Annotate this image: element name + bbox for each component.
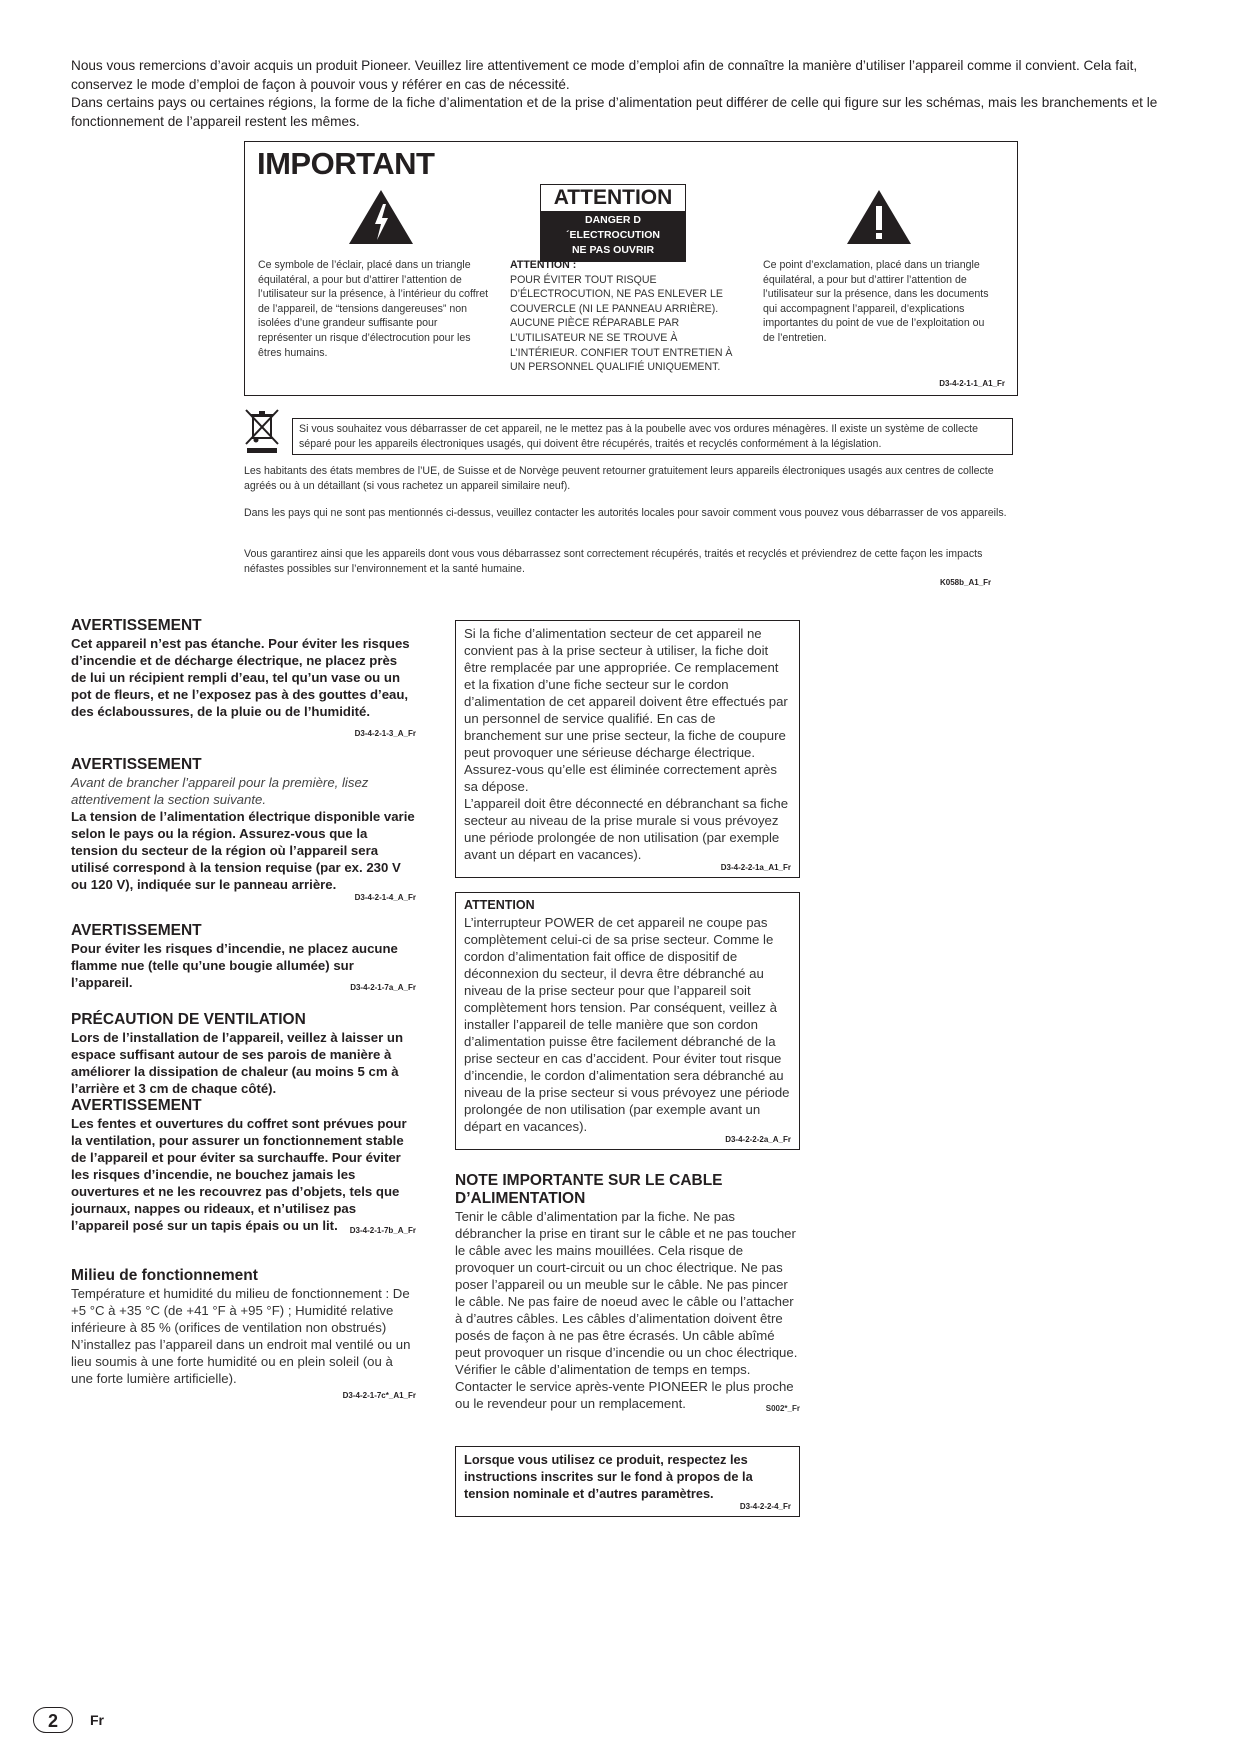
- section-title: AVERTISSEMENT: [71, 617, 202, 634]
- section-title: PRÉCAUTION DE VENTILATION: [71, 1011, 306, 1028]
- power-cable-section: [455, 1172, 800, 1417]
- exclamation-explanation-text: Ce point d’exclamation, placé dans un triangle équilatéral, a pour but d’attirer l’attention de l’utilisateur sur la présence, dans les documents qui accompagnent l’appareil, d’explications importantes du point de vue de l’exploitation ou de l’entretien.: [763, 259, 989, 344]
- attention-line-1: DANGER D´ELECTROCUTION: [566, 214, 660, 241]
- section-body: Lors de l’installation de l’appareil, veillez à laisser un espace suffisant autour de ses parois de manière à améliorer la dissipation de chaleur (au moins 5 cm à l’arrière et 3 cm de chaque côté).: [71, 1030, 403, 1096]
- section-title: Milieu de fonctionnement: [71, 1267, 258, 1284]
- warning-flame-section: [71, 922, 416, 996]
- section-ref: D3-4-2-1-7a_A_Fr: [350, 983, 416, 992]
- intro-text: [71, 57, 1181, 131]
- warning-water-section: [71, 617, 416, 742]
- lightning-explanation: [258, 258, 492, 360]
- page-number: 2: [33, 1707, 73, 1733]
- section-body: N’installez pas l’appareil dans un endroit mal ventilé ou un lieu soumis à une forte humidité ou en plein soleil (ou à une forte lumière artificielle).: [71, 1337, 411, 1386]
- weee-paragraph-2: Dans les pays qui ne sont pas mentionnés ci-dessus, veuillez contacter les autorités locales pour savoir comment vous pouvez vous débarrasser de vos appareils.: [244, 507, 1007, 519]
- intro-paragraph-1: Nous vous remercions d’avoir acquis un produit Pioneer. Veuillez lire attentivement ce mode d’emploi afin de connaître la manière d’utiliser l’appareil comme il convient. Cela fait, conservez le mode d’emploi de façon à pouvoir vous y référer en cas de nécessité.: [71, 58, 1138, 92]
- section-ref: D3-4-2-1-7b_A_Fr: [349, 1226, 416, 1235]
- attention-explanation: [510, 258, 744, 375]
- section-text: Les fentes et ouvertures du coffret sont prévues pour la ventilation, pour assurer un fonctionnement stable de l’appareil et pour éviter sa surchauffe. Pour éviter les risques d’incendie, ne bouchez jamais les ouvertures et ne les recouvrez pas d’objets, tels que journaux, nappes ou rideaux, et n’utilisez pas l’appareil posé sur un tapis épais ou un lit.: [71, 1116, 407, 1233]
- section-text: Pour éviter les risques d’incendie, ne placez aucune flamme nue (telle qu’une bougie allumée) sur l’appareil.: [71, 941, 398, 990]
- section-title: NOTE IMPORTANTE SUR LE CABLE D’ALIMENTATION: [455, 1172, 723, 1207]
- attention-label: [540, 184, 686, 262]
- intro-paragraph-2: Dans certains pays ou certaines régions, la forme de la fiche d’alimentation et de la prise d’alimentation peut différer de celle qui figure sur les schémas, mais les branchements et le fonctionnement de l’appareil restent les mêmes.: [71, 95, 1158, 129]
- important-box: [244, 141, 1018, 396]
- box-ref: D3-4-2-2-4_Fr: [739, 1502, 791, 1511]
- weee-paragraph-3: Vous garantirez ainsi que les appareils dont vous vous débarrassez sont correctement récupérés, traités et recyclés et préviendrez de cette façon les impacts néfastes possibles sur l’environnement et la santé humaine.: [244, 548, 983, 575]
- crossed-bin-icon: [244, 406, 282, 454]
- box-ref: D3-4-2-2-2a_A_Fr: [725, 1135, 791, 1144]
- lightning-explanation-text: Ce symbole de l’éclair, placé dans un triangle équilatéral, a pour but d’attirer l’attention de l’utilisateur sur la présence, à l’intérieur du coffret de l’appareil, de “tensions dangereuses” non isolées d’une grandeur suffisante pour représenter un risque d’électrocution pour les êtres humains.: [258, 259, 489, 359]
- attention-line-2: NE PAS OUVRIR: [571, 244, 655, 256]
- attention-explanation-text: POUR ÉVITER TOUT RISQUE D’ÉLECTROCUTION, NE PAS ENLEVER LE COUVERCLE (NI LE PANNEAU ARRIÈRE). AUCUNE PIÈCE RÉPARABLE PAR L’UTILISATEUR NE SE TROUVE À L’INTÉRIEUR. CONFIER TOUT ENTRETIEN À UN PERSONNEL QUALIFIÉ UNIQUEMENT.: [510, 273, 733, 374]
- rating-notice-box: [455, 1446, 800, 1517]
- section-ref: D3-4-2-1-3_A_Fr: [354, 729, 416, 738]
- section-ref: S002*_Fr: [765, 1404, 800, 1413]
- important-title: IMPORTANT: [257, 146, 435, 181]
- plug-replacement-box: [455, 620, 800, 878]
- section-title: AVERTISSEMENT: [71, 756, 202, 773]
- section-title: AVERTISSEMENT: [71, 922, 202, 939]
- important-ref: D3-4-2-1-1_A1_Fr: [939, 379, 1005, 388]
- warning-voltage-section: [71, 756, 416, 903]
- section-body: [455, 1208, 800, 1412]
- section-title: AVERTISSEMENT: [71, 1097, 202, 1114]
- box-title: ATTENTION: [464, 898, 535, 912]
- exclamation-warning-icon: [845, 188, 913, 246]
- weee-paragraph-1: Les habitants des états membres de l’UE, de Suisse et de Norvège peuvent retourner gratuitement leurs appareils électroniques usagés aux centres de collecte agréés ou à un détaillant (si vous rachetez un appareil similaire neuf).: [244, 465, 994, 492]
- weee-ref: K058b_A1_Fr: [940, 578, 992, 587]
- section-body: [71, 635, 416, 738]
- box-text: L’appareil doit être déconnecté en débranchant sa fiche secteur au niveau de la prise murale si vous prévoyez une période prolongée de non utilisation (par exemple avant un départ en vacances).: [464, 796, 789, 862]
- power-switch-box: [455, 892, 800, 1150]
- attention-subtitle: [541, 211, 685, 261]
- attention-explanation-head: ATTENTION :: [510, 259, 577, 271]
- exclamation-explanation: [763, 258, 997, 346]
- box-text: Si la fiche d’alimentation secteur de cet appareil ne convient pas à la prise secteur à utiliser, la fiche doit être remplacée par une appropriée. Ce remplacement et la fixation d’une fiche secteur sur le cordon d’alimentation de cet appareil doivent être effectués par un personnel de service qualifié. En cas de branchement sur une prise secteur, la fiche de coupure peut provoquer une sérieuse décharge électrique. Assurez-vous qu’elle est éliminée correctement après sa dépose.: [464, 626, 788, 794]
- attention-title: ATTENTION: [553, 186, 673, 209]
- ventilation-section: [71, 1011, 416, 1239]
- weee-notice-box: Si vous souhaitez vous débarrasser de cet appareil, ne le mettez pas à la poubelle avec vos ordures ménagères. Il existe un système de collecte séparé pour les appareils électroniques usagés, qui doivent être récupérés, traités et recyclés conformément à la législation.: [292, 418, 1013, 455]
- lightning-warning-icon: [347, 188, 415, 246]
- section-body: Température et humidité du milieu de fonctionnement : De +5 °C à +35 °C (de +41 °F à +95 °F) ; Humidité relative inférieure à 85 % (orifices de ventilation non obstrués): [71, 1286, 410, 1335]
- page-language: Fr: [90, 1712, 104, 1728]
- section-italic: Avant de brancher l’appareil pour la première, lisez attentivement la section suivante.: [71, 775, 369, 807]
- section-ref: D3-4-2-1-4_A_Fr: [354, 893, 416, 902]
- box-text: Lorsque vous utilisez ce produit, respectez les instructions inscrites sur le fond à propos de la tension nominale et d’autres paramètres.: [464, 1452, 753, 1501]
- box-ref: D3-4-2-2-1a_A1_Fr: [720, 863, 791, 872]
- section-text: Cet appareil n’est pas étanche. Pour éviter les risques d’incendie et de décharge électrique, ne placez près de lui un récipient rempli d’eau, tel qu’un vase ou un pot de fleurs, et ne l’exposez pas à des gouttes d’eau, des éclaboussures, de la pluie ou de l’humidité.: [71, 636, 410, 719]
- section-text: Tenir le câble d’alimentation par la fiche. Ne pas débrancher la prise en tirant sur le câble et ne pas toucher le câble avec les mains mouillées. Cela risque de provoquer un court-circuit ou un choc électrique. Ne pas poser l’appareil ou un meuble sur le câble. Ne pas pincer le câble. Ne pas faire de noeud avec le câble ou l’attacher à d’autres câbles. Les câbles d’alimentation doivent être posés de façon à ne pas être écrasés. Un câble abîmé peut provoquer un risque d’incendie ou un choc électrique. Vérifier le câble d’alimentation de temps en temps. Contacter le service après-vente PIONEER le plus proche ou le revendeur pour un remplacement.: [455, 1209, 798, 1411]
- section-body: [71, 940, 416, 991]
- box-text: L’interrupteur POWER de cet appareil ne coupe pas complètement celui-ci de sa prise secteur. Comme le cordon d’alimentation fait office de dispositif de déconnexion du secteur, il devra être débranché au niveau de la prise secteur pour que l’appareil soit complètement hors tension. Par conséquent, veillez à installer l’appareil de telle manière que son cordon d’alimentation puisse être facilement débranché de la prise secteur en cas d’accident. Pour éviter tout risque d’incendie, le cordon d’alimentation sera débranché au niveau de la prise secteur si vous prévoyez une période prolongée de non utilisation (par exemple avant un départ en vacances).: [464, 915, 790, 1134]
- environment-section: [71, 1267, 416, 1401]
- section-ref: D3-4-2-1-7c*_A1_Fr: [342, 1391, 416, 1400]
- section-body: [71, 1115, 416, 1234]
- section-body: La tension de l’alimentation électrique disponible varie selon le pays ou la région. Assurez-vous que la tension du secteur de la région où l’appareil sera utilisé correspond à la tension requise (par ex. 230 V ou 120 V), indiquée sur le panneau arrière.: [71, 809, 415, 892]
